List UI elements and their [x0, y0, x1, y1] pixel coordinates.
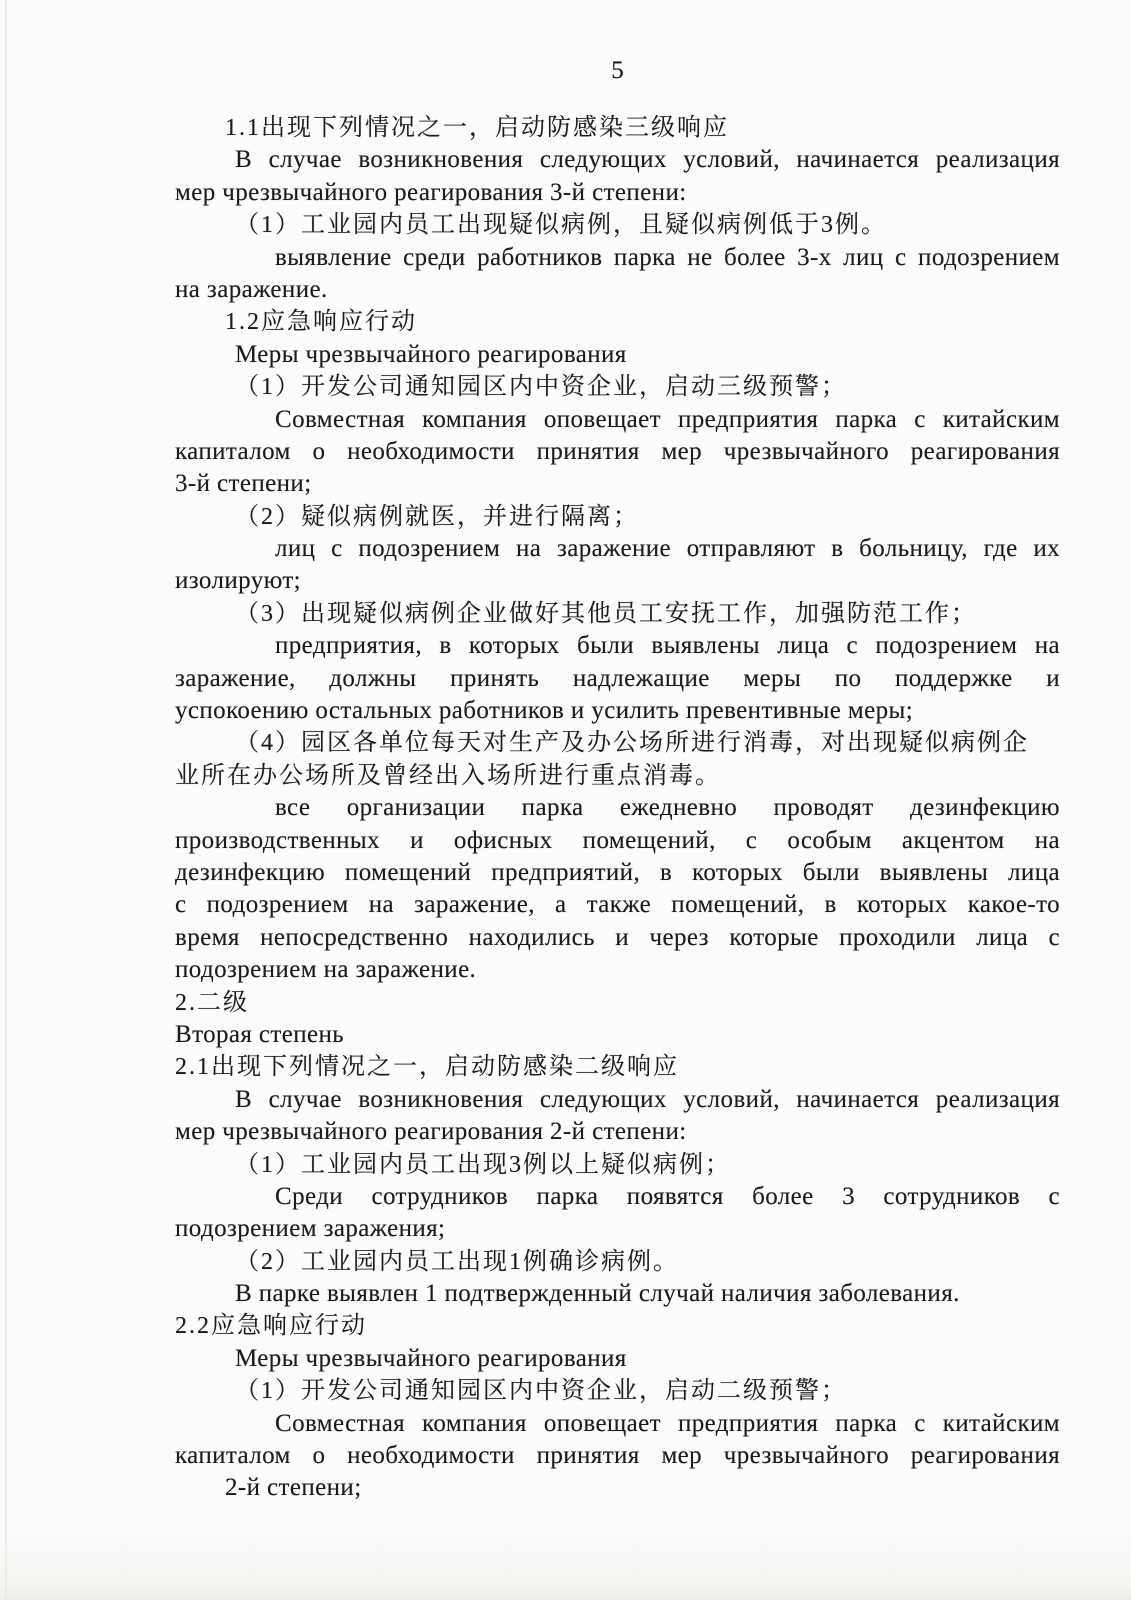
text-line: изолируют;: [175, 567, 302, 595]
page-number: 5: [611, 57, 624, 84]
text-line: на заражение.: [175, 275, 328, 303]
text-line: подозрением заражения;: [175, 1215, 446, 1243]
text-line: 2.二级: [175, 989, 249, 1016]
text-line: （2）疑似病例就医，并进行隔离；: [235, 503, 639, 530]
text-line: капиталом о необходимости принятия мер чрезвычайного реагирования: [175, 1442, 1060, 1470]
text-line: предприятия, в которых были выявлены лица с подозрением на: [275, 632, 1060, 660]
text-line: производственных и офисных помещений, с особым акцентом на: [175, 826, 1060, 854]
text-line: （1）工业园内员工出现3例以上疑似病例；: [235, 1151, 731, 1178]
text-line: Вторая степень: [175, 1020, 345, 1048]
scan-bottom-artifact: [0, 1530, 1131, 1600]
text-line: дезинфекцию помещений предприятий, в которых были выявлены лица: [175, 858, 1060, 886]
text-line: Меры чрезвычайного реагирования: [235, 1344, 627, 1372]
text-line: （3）出现疑似病例企业做好其他员工安抚工作，加强防范工作；: [235, 600, 977, 627]
text-line: В случае возникновения следующих условий, начинается реализация: [235, 1085, 1060, 1113]
text-line: （1）开发公司通知园区内中资企业，启动二级预警；: [235, 1378, 847, 1405]
text-line: （1）开发公司通知园区内中资企业，启动三级预警；: [235, 374, 847, 401]
text-line: мер чрезвычайного реагирования 2-й степени:: [175, 1118, 687, 1146]
text-line: лиц с подозрением на заражение отправляют в больницу, где их: [275, 535, 1060, 563]
text-line: успокоению остальных работников и усилить превентивные меры;: [175, 697, 914, 725]
text-line: мер чрезвычайного реагирования 3-й степени:: [175, 178, 687, 206]
text-line: 1.2应急响应行动: [225, 309, 417, 336]
text-line: с подозрением на заражение, а также помещений, в которых какое-то: [175, 891, 1060, 919]
text-line: （1）工业园内员工出现疑似病例，且疑似病例低于3例。: [235, 212, 887, 239]
document-body: [175, 112, 1060, 1505]
text-line: заражение, должны принять надлежащие меры по поддержке и: [175, 664, 1060, 692]
text-line: все организации парка ежедневно проводят дезинфекцию: [275, 794, 1060, 822]
text-line: 业所在办公场所及曾经出入场所进行重点消毒。: [175, 762, 721, 789]
text-line: 3-й степени;: [175, 470, 312, 498]
text-line: В парке выявлен 1 подтвержденный случай наличия заболевания.: [235, 1280, 960, 1308]
text-line: Совместная компания оповещает предприятия парка с китайским: [275, 1409, 1060, 1437]
text-line: 2-й степени;: [225, 1474, 362, 1502]
text-line: 1.1出现下列情况之一，启动防感染三级响应: [225, 115, 729, 141]
scan-edge-artifact: [5, 0, 7, 1600]
text-line: Меры чрезвычайного реагирования: [235, 340, 627, 368]
text-line: 2.2应急响应行动: [175, 1313, 367, 1340]
text-line: выявление среди работников парка не более 3-х лиц с подозрением: [275, 243, 1060, 271]
text-line: капиталом о необходимости принятия мер чрезвычайного реагирования: [175, 437, 1060, 465]
text-line: Совместная компания оповещает предприятия парка с китайским: [275, 405, 1060, 433]
text-line: В случае возникновения следующих условий, начинается реализация: [235, 146, 1060, 174]
text-line: время непосредственно находились и через которые проходили лица с: [175, 923, 1060, 951]
text-line: подозрением на заражение.: [175, 956, 477, 984]
text-line: Среди сотрудников парка появятся более 3 сотрудников с: [275, 1182, 1060, 1210]
text-line: 2.1出现下列情况之一，启动防感染二级响应: [175, 1054, 679, 1081]
text-line: （4）园区各单位每天对生产及办公场所进行消毒，对出现疑似病例企: [235, 730, 1029, 757]
text-line: （2）工业园内员工出现1例确诊病例。: [235, 1248, 679, 1275]
